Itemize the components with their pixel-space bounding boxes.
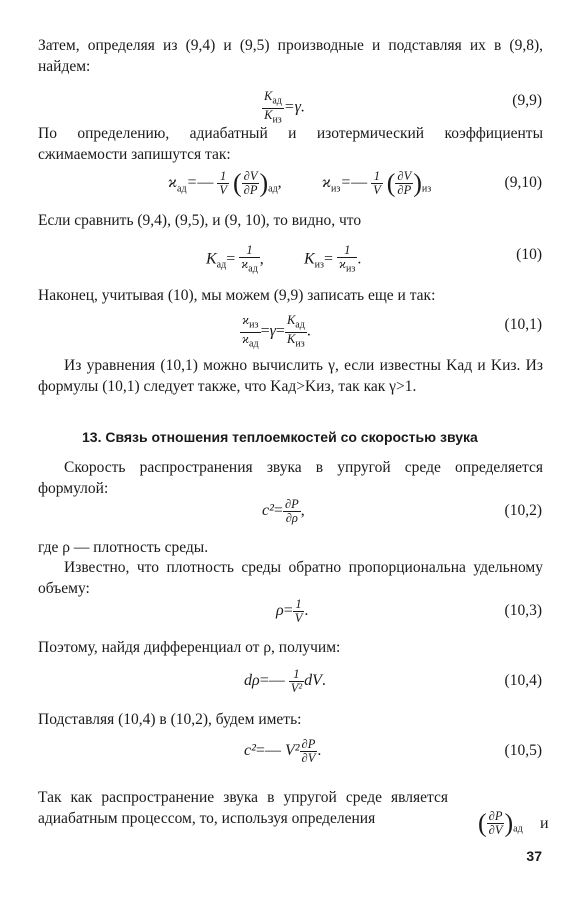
formula-kappa-iz: $ϰ_{из}=—$ $\frac{1}{V}$ ( $\frac{\partial V}{\partial P}$ )$_{из}$ [322, 168, 432, 198]
paragraph-9: Поэтому, найдя дифференциал от ρ, получим: [38, 639, 341, 656]
formula-k-iz: $K_{из}=$ $\frac{1}{ϰ_{из}}$ . [304, 243, 362, 275]
equation-number-10-5: (10,5) [504, 742, 542, 759]
paragraph-5: Из уравнения (10,1) можно вычислить γ, если известны Kад и Kиз. Из формулы (10,1) следует также, что Kад>Kиз, так как γ>1. [38, 357, 543, 395]
equation-10-2 [0, 494, 582, 534]
equation-10-1 [0, 310, 582, 350]
paragraph-3: Если сравнить (9,4), (9,5), и (9, 10), то видно, что [38, 212, 362, 229]
equation-number-10-1: (10,1) [504, 316, 542, 333]
formula-10-5: c²=— V² $\frac{\partial P}{\partial V}$ . [244, 737, 322, 765]
equation-10-5 [0, 734, 582, 774]
equation-number-10-4: (10,4) [504, 672, 542, 689]
equation-number-10-2: (10,2) [504, 502, 542, 519]
formula-10-4: dρ=— $\frac{1}{\text{V²}}$ dV. [244, 667, 326, 695]
formula-10-3: ρ= $\frac{1}{V}$ . [276, 597, 309, 625]
equation-9-9 [0, 86, 582, 126]
formula-k-ad: $K_{ад}=$ $\frac{1}{ϰ_{ад}}$ , [206, 243, 264, 275]
equation-number-10: (10) [516, 246, 542, 263]
paragraph-7: где ρ — плотность среды. [38, 539, 209, 556]
paragraph-1: Затем, определяя из (9,4) и (9,5) производные и подставляя их в (9,8), найдем: [38, 37, 543, 75]
equation-9-10 [0, 166, 582, 206]
equation-10-4 [0, 664, 582, 704]
paragraph-11: Так как распространение звука в упругой среде является адиабатным процессом, то, используя определения [38, 789, 448, 827]
equation-number-9-10: (9,10) [504, 174, 542, 191]
equation-number-9-9: (9,9) [512, 92, 542, 109]
paragraph-2: По определению, адиабатный и изотермический коэффициенты сжимаемости запишутся так: [38, 125, 543, 163]
formula-10-2: c²= $\frac{\partial P}{\partial\rho}$ , [262, 497, 305, 525]
equation-number-10-3: (10,3) [504, 602, 542, 619]
formula-kappa-ad: $ϰ_{ад}=—$ $\frac{1}{V}$ ( $\frac{\partial V}{\partial P}$ )$_{ад}$, [168, 168, 282, 198]
paragraph-10: Подставляя (10,4) в (10,2), будем иметь: [38, 711, 302, 728]
equation-10-3 [0, 594, 582, 634]
word-and: и [540, 815, 549, 832]
formula-10-1: $\frac{ϰ_{из}}{ϰ_{ад}}$ =γ= $\frac{K_{ад}}{K_{из}}$ . [242, 313, 311, 349]
paragraph-4: Наконец, учитывая (10), мы можем (9,9) записать еще и так: [38, 287, 436, 304]
section-heading: 13. Связь отношения теплоемкостей со скоростью звука [82, 429, 478, 445]
fraction-k-ratio: $\frac{K_{ад}}{K_{из}}$ [264, 89, 282, 125]
paragraph-6: Скорость распространения звука в упругой среде определяется формулой: [38, 459, 543, 497]
page-number: 37 [526, 848, 542, 864]
paragraph-8: Известно, что плотность среды обратно пропорциональна удельному объему: [38, 559, 543, 597]
equation-10 [0, 240, 582, 280]
formula-9-9: $\frac{K_{ад}}{K_{из}}$ =γ. [264, 89, 305, 125]
formula-partial-ad: ( $\frac{\partial P}{\partial V}$ )$_{ад}$ [478, 808, 523, 838]
